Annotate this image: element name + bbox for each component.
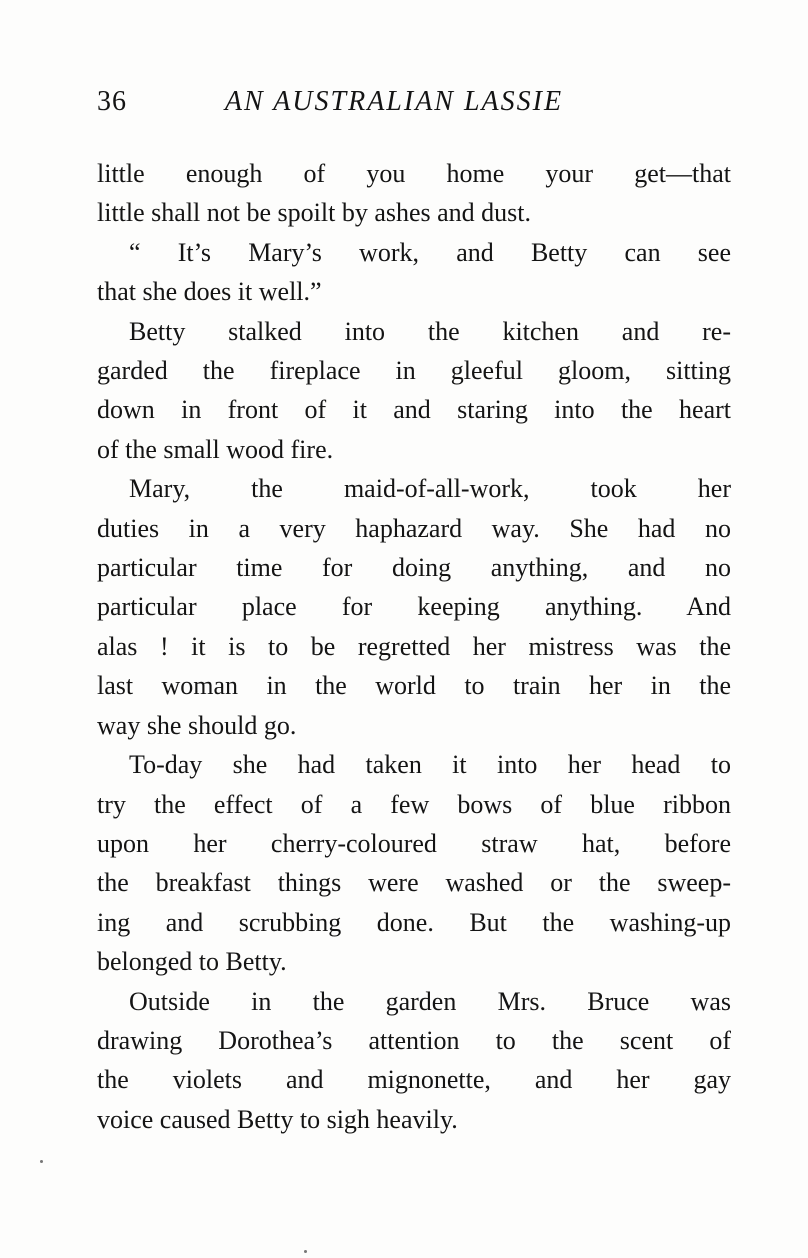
paragraph — [97, 745, 731, 981]
text-line: Betty stalked into the kitchen and re- — [129, 316, 731, 346]
text-line: ing and scrubbing done. But the washing-up — [97, 907, 731, 937]
text-line: alas ! it is to be regretted her mistress was the — [97, 631, 731, 661]
paragraph — [97, 154, 731, 233]
text-line: “ It’s Mary’s work, and Betty can see — [129, 237, 731, 267]
text-line: upon her cherry-coloured straw hat, before — [97, 828, 731, 858]
scan-speck — [304, 1250, 307, 1253]
text-line: the breakfast things were washed or the sweep- — [97, 868, 731, 898]
text-line: drawing Dorothea’s attention to the scent of — [97, 1025, 731, 1055]
page-number: 36 — [97, 86, 127, 117]
text-line: To-day she had taken it into her head to — [129, 750, 731, 780]
text-line: little shall not be spoilt by ashes and dust. — [97, 198, 532, 228]
text-line: particular place for keeping anything. And — [97, 592, 731, 622]
text-line: Mary, the maid-of-all-work, took her — [129, 474, 731, 504]
text-line: down in front of it and staring into the heart — [97, 395, 731, 425]
text-line: the violets and mignonette, and her gay — [97, 1065, 731, 1095]
text-line: belonged to Betty. — [97, 947, 287, 977]
body-text — [97, 154, 731, 1139]
text-line: that she does it well.” — [97, 277, 322, 307]
text-line: particular time for doing anything, and no — [97, 553, 731, 583]
text-line: Outside in the garden Mrs. Bruce was — [129, 986, 731, 1016]
running-title: AN AUSTRALIAN LASSIE — [224, 86, 564, 117]
paragraph — [97, 312, 731, 470]
text-line: of the small wood fire. — [97, 434, 334, 464]
text-column — [97, 86, 731, 1139]
paragraph — [97, 233, 731, 312]
text-line: try the effect of a few bows of blue ribbon — [97, 789, 731, 819]
text-line: little enough of you home your get—that — [97, 159, 731, 188]
text-line: garded the fireplace in gleeful gloom, sitting — [97, 356, 731, 386]
paragraph — [97, 469, 731, 745]
text-line: duties in a very haphazard way. She had no — [97, 513, 731, 543]
text-line: last woman in the world to train her in the — [97, 671, 731, 701]
scan-speck — [40, 1160, 43, 1163]
text-line: voice caused Betty to sigh heavily. — [97, 1104, 458, 1134]
text-line: way she should go. — [97, 710, 297, 740]
running-head — [97, 86, 731, 130]
paragraph — [97, 982, 731, 1140]
